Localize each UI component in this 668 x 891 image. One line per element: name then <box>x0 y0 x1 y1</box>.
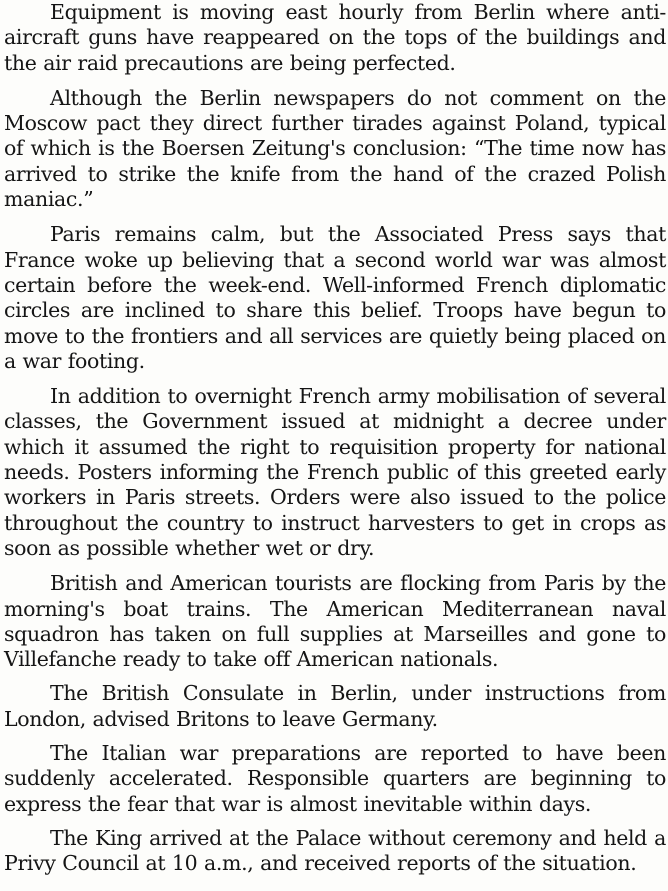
paragraph-gap <box>4 561 666 571</box>
paragraph-italian-preparations: The Italian war preparations are reported to have been suddenly accelerated. Responsible quarters are beginning to express the fear that war is almost inevitable within days. <box>4 741 666 816</box>
paragraph-gap <box>4 212 666 222</box>
paragraph-tourists: British and American tourists are flocking from Paris by the morning's boat trains. The American Mediterranean naval squadron has taken on full supplies at Marseilles and gone to Villefanche ready to take off American nationals. <box>4 571 666 672</box>
paragraph-gap <box>4 732 666 741</box>
paragraph-gap <box>4 76 666 86</box>
paragraph-moscow-pact: Although the Berlin newspapers do not comment on the Moscow pact they direct further tirades against Poland, typical of which is the Boersen Zeitung's conclusion: “The time now has arrived to strike the knife from the hand of the crazed Polish maniac.” <box>4 85 666 212</box>
paragraph-berlin-equipment: Equipment is moving east hourly from Berlin where anti-aircraft guns have reappeared on the tops of the buildings and the air raid precautions are being perfected. <box>4 0 666 75</box>
article-column <box>4 0 666 877</box>
paragraph-gap <box>4 374 666 384</box>
paragraph-gap <box>4 672 666 681</box>
paragraph-french-mobilisation: In addition to overnight French army mobilisation of several classes, the Government issued at midnight a decree under which it assumed the right to requisition property for national needs. Posters informing the French public of this greeted early workers in Paris streets. Orders were also issued to the police throughout the country to instruct harvesters to get in crops as soon as possible whether wet or dry. <box>4 384 666 560</box>
paragraph-king-privy-council: The King arrived at the Palace without ceremony and held a Privy Council at 10 a.m., and received reports of the situation. <box>4 825 666 876</box>
paragraph-gap <box>4 817 666 826</box>
paragraph-british-consulate: The British Consulate in Berlin, under instructions from London, advised Britons to leave Germany. <box>4 681 666 731</box>
paragraph-paris-calm: Paris remains calm, but the Associated Press says that France woke up believing that a second world war was almost certain before the week-end. Well-informed French diplomatic circles are inclined to share this belief. Troops have begun to move to the frontiers and all services are quietly being placed on a war footing. <box>4 222 666 373</box>
